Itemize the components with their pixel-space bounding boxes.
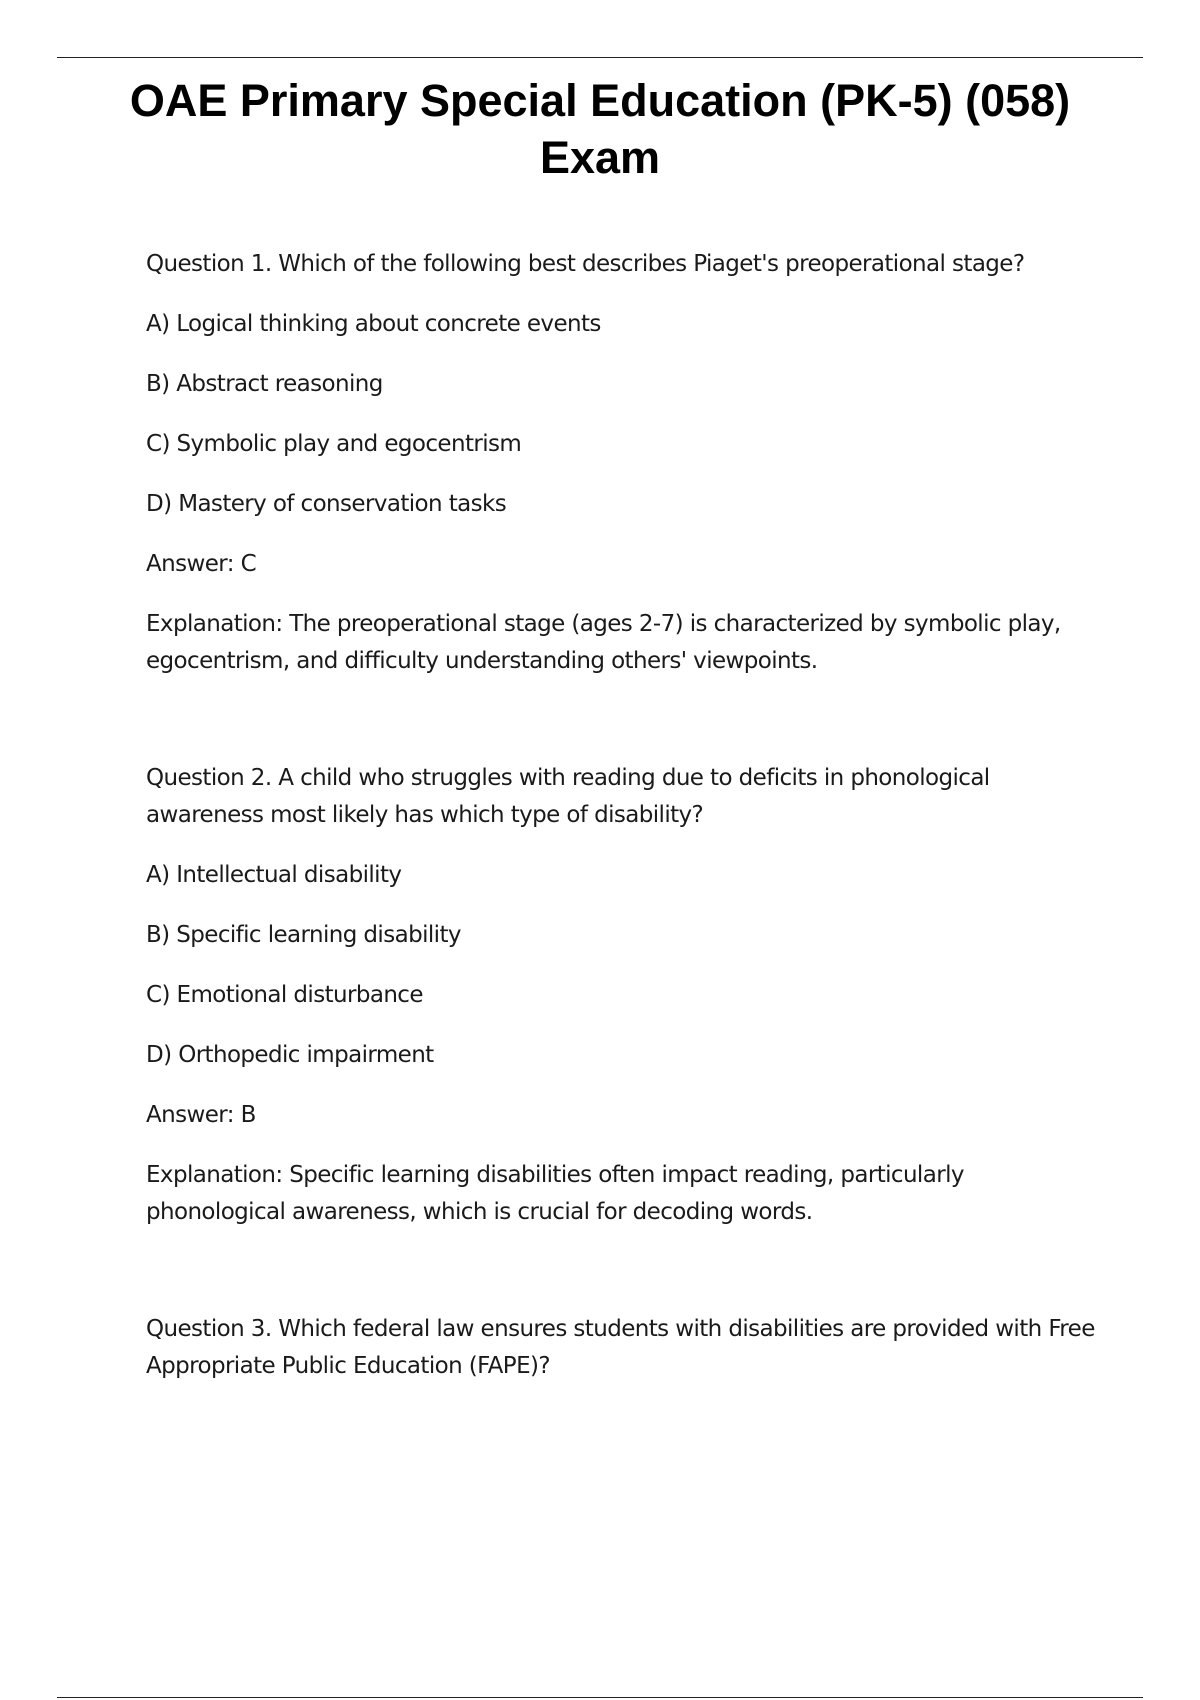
correct-answer: Answer: C: [146, 551, 257, 577]
answer-option-d: D) Orthopedic impairment: [146, 1042, 434, 1068]
answer-option-b: B) Abstract reasoning: [146, 371, 383, 397]
question-3: [146, 1311, 1106, 1385]
answer-option-a: A) Intellectual disability: [146, 862, 402, 888]
top-divider: [57, 57, 1143, 58]
answer-option-b: B) Specific learning disability: [146, 922, 461, 948]
question-prompt: Question 1. Which of the following best describes Piaget's preoperational stage?: [146, 251, 1025, 277]
answer-explanation: Explanation: Specific learning disabilities often impact reading, particularly phonological awareness, which is crucial for decoding words.: [146, 1162, 964, 1225]
answer-explanation: Explanation: The preoperational stage (ages 2-7) is characterized by symbolic play, egocentrism, and difficulty understanding others' viewpoints.: [146, 611, 1061, 674]
question-2: [146, 760, 1106, 1231]
question-1: [146, 246, 1106, 680]
question-prompt: Question 2. A child who struggles with reading due to deficits in phonological awareness most likely has which type of disability?: [146, 765, 990, 828]
answer-option-d: D) Mastery of conservation tasks: [146, 491, 507, 517]
page-title: OAE Primary Special Education (PK-5) (058) Exam: [129, 75, 1071, 183]
bottom-divider: [57, 1697, 1143, 1698]
question-prompt: Question 3. Which federal law ensures students with disabilities are provided with Free Appropriate Public Education (FAPE)?: [146, 1316, 1095, 1379]
answer-option-c: C) Symbolic play and egocentrism: [146, 431, 522, 457]
answer-option-c: C) Emotional disturbance: [146, 982, 423, 1008]
answer-option-a: A) Logical thinking about concrete events: [146, 311, 601, 337]
correct-answer: Answer: B: [146, 1102, 256, 1128]
question-list: [146, 246, 1106, 1385]
